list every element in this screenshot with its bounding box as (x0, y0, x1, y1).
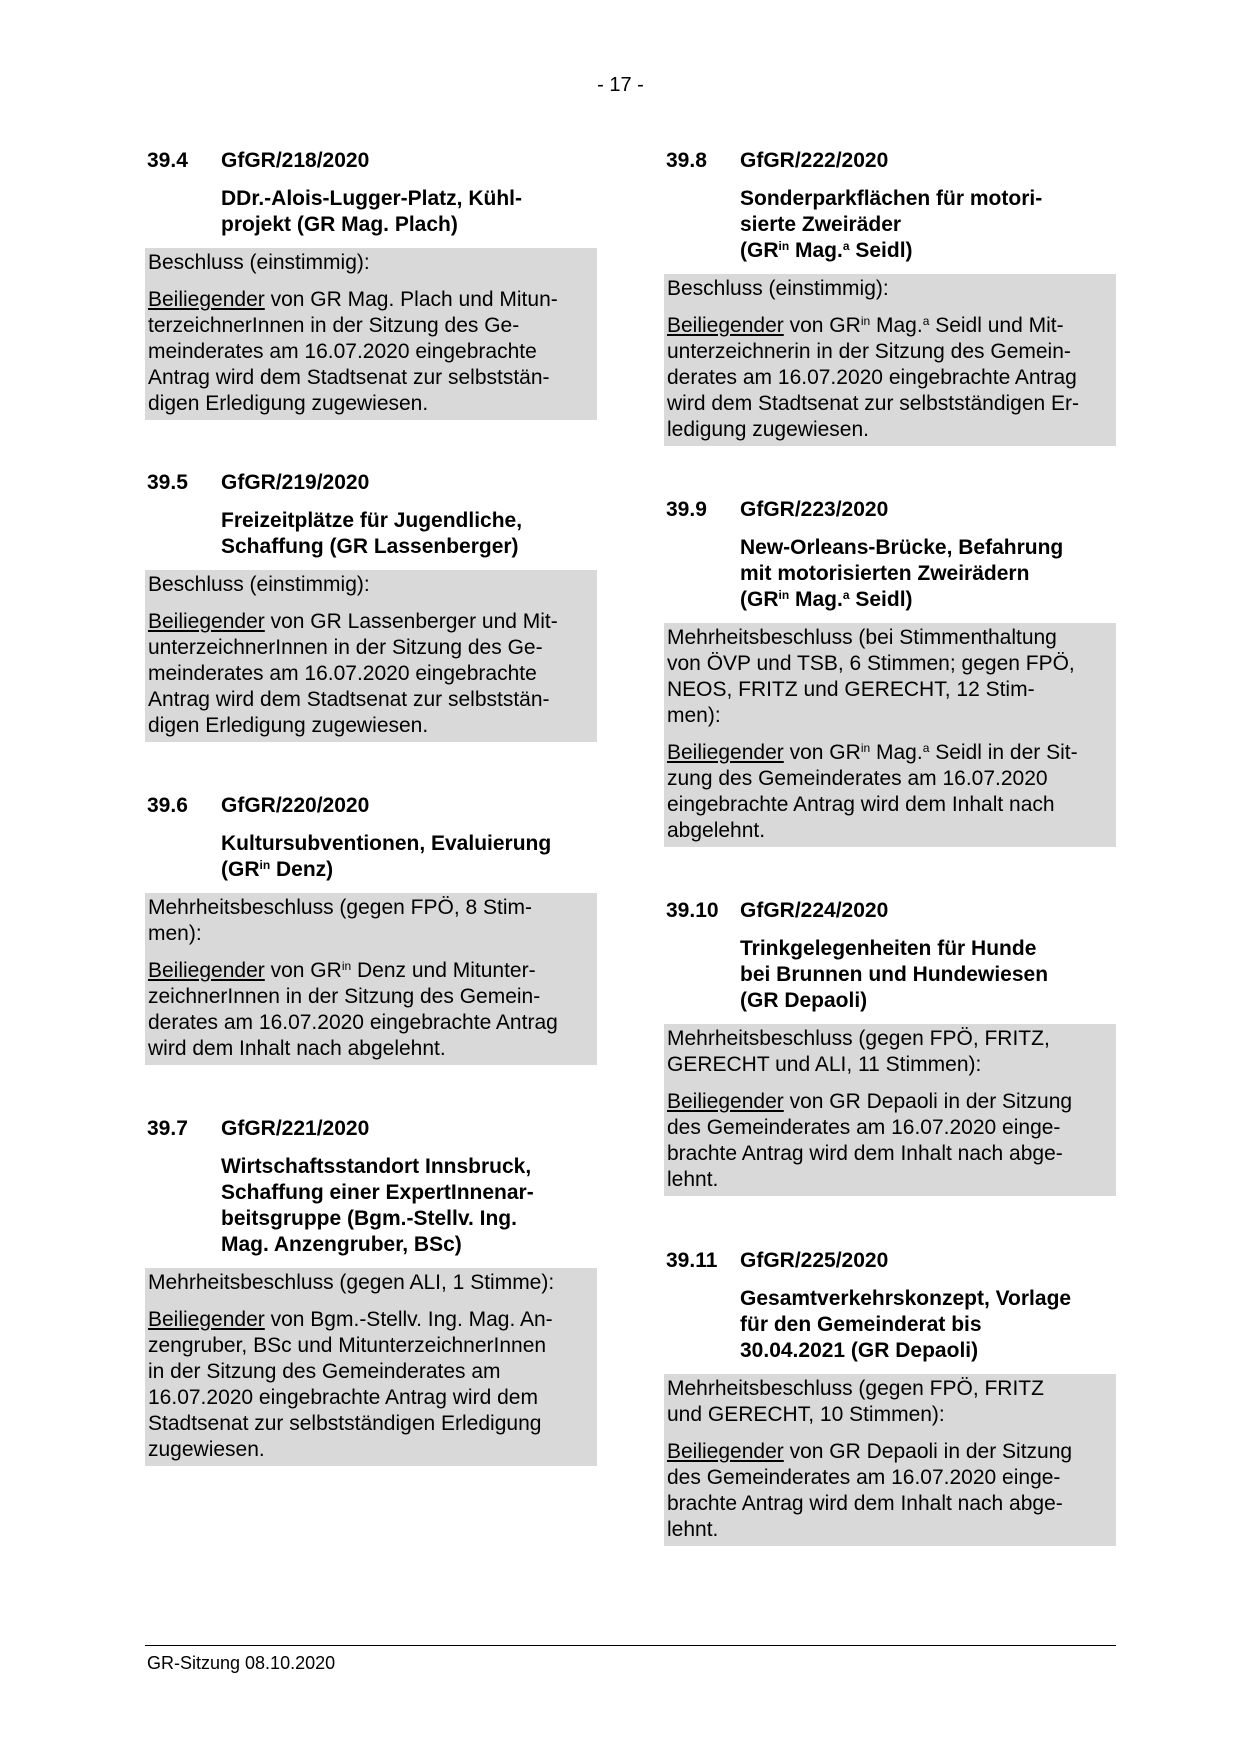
decision-result-line: men): (667, 704, 721, 727)
decision-result-line: GERECHT und ALI, 11 Stimmen): (667, 1053, 982, 1076)
item-heading (147, 1116, 597, 1142)
decision-box (664, 1374, 1116, 1546)
underlined-keyword: Beiliegender (667, 1090, 784, 1113)
decision-box (145, 570, 597, 742)
item-code: GfGR/222/2020 (740, 149, 889, 172)
agenda-item-39-5 (145, 470, 597, 742)
decision-text-line: eingebrachte Antrag wird dem Inhalt nach (667, 793, 1055, 816)
agenda-item-39-9 (664, 497, 1116, 847)
agenda-item-39-7 (145, 1116, 597, 1466)
decision-text-line: Beiliegender von $GR^{in}$ Denz und Mitunter- (148, 959, 536, 982)
decision-result-line: Mehrheitsbeschluss (bei Stimmenthaltung (667, 626, 1057, 649)
decision-result-line: Beschluss (einstimmig): (148, 251, 370, 274)
decision-result-line: Mehrheitsbeschluss (gegen FPÖ, FRITZ (667, 1377, 1044, 1400)
item-title-line: ($GR^{in}$ Mag.$^a$ Seidl) (740, 588, 913, 611)
decision-box (145, 248, 597, 420)
item-code: GfGR/221/2020 (221, 1117, 370, 1140)
decision-text-line: Antrag wird dem Stadtsenat zur selbststän- (148, 366, 550, 389)
item-title-line: ($GR^{in}$ Mag.$^a$ Seidl) (740, 239, 913, 262)
footer-divider (145, 1645, 1116, 1646)
item-number: 39.4 (147, 149, 188, 172)
item-title-line: New-Orleans-Brücke, Befahrung (740, 536, 1064, 559)
item-title-line: sierte Zweiräder (740, 213, 902, 236)
decision-text (148, 609, 594, 739)
agenda-item-39-10 (664, 898, 1116, 1196)
decision-text-line: lehnt. (667, 1168, 719, 1191)
decision-text (148, 1307, 594, 1463)
decision-text-line: zung des Gemeinderates am 16.07.2020 (667, 767, 1048, 790)
item-title-line: Mag. Anzengruber, BSc) (221, 1233, 462, 1256)
item-number: 39.7 (147, 1117, 188, 1140)
item-code: GfGR/223/2020 (740, 498, 889, 521)
decision-text-line: Beiliegender von GR Mag. Plach und Mitun- (148, 288, 558, 311)
item-title-line: Kultursubventionen, Evaluierung (221, 832, 552, 855)
item-title (740, 1286, 1116, 1364)
decision-text-line: meinderates am 16.07.2020 eingebrachte (148, 340, 537, 363)
item-title-line: DDr.-Alois-Lugger-Platz, Kühl- (221, 187, 522, 210)
underlined-keyword: Beiliegender (148, 288, 265, 311)
decision-text-line: zengruber, BSc und MitunterzeichnerInnen (148, 1334, 547, 1357)
decision-text-line: meinderates am 16.07.2020 eingebrachte (148, 662, 537, 685)
item-title (221, 508, 597, 560)
item-title-line: (GR Depaoli) (740, 989, 868, 1012)
item-code: GfGR/219/2020 (221, 471, 370, 494)
item-title (740, 186, 1116, 264)
decision-result (667, 625, 1113, 729)
decision-result-line: Mehrheitsbeschluss (gegen FPÖ, FRITZ, (667, 1027, 1050, 1050)
decision-text-line: brachte Antrag wird dem Inhalt nach abge- (667, 1492, 1063, 1515)
decision-text-line: derates am 16.07.2020 eingebrachte Antrag (148, 1011, 558, 1034)
decision-result-line: Mehrheitsbeschluss (gegen ALI, 1 Stimme): (148, 1271, 555, 1294)
decision-text (667, 740, 1113, 844)
item-code: GfGR/218/2020 (221, 149, 370, 172)
decision-result (148, 1270, 594, 1296)
decision-result (667, 1026, 1113, 1078)
decision-text-line: abgelehnt. (667, 819, 766, 842)
decision-result (148, 250, 594, 276)
item-title-line: beitsgruppe (Bgm.-Stellv. Ing. (221, 1207, 517, 1230)
decision-text-line: Beiliegender von GR Depaoli in der Sitzung (667, 1440, 1073, 1463)
item-title (221, 186, 597, 238)
item-number: 39.9 (666, 498, 707, 521)
item-code: GfGR/224/2020 (740, 899, 889, 922)
item-heading (147, 793, 597, 819)
page-number: - 17 - (597, 74, 644, 96)
decision-result-line: Beschluss (einstimmig): (148, 573, 370, 596)
item-heading (666, 497, 1116, 523)
underlined-keyword: Beiliegender (148, 1308, 265, 1331)
decision-text-line: unterzeichnerInnen in der Sitzung des Ge- (148, 636, 543, 659)
decision-text-line: brachte Antrag wird dem Inhalt nach abge- (667, 1142, 1063, 1165)
item-title-line: 30.04.2021 (GR Depaoli) (740, 1339, 979, 1362)
item-title-line: für den Gemeinderat bis (740, 1313, 982, 1336)
decision-text-line: lehnt. (667, 1518, 719, 1541)
item-number: 39.8 (666, 149, 707, 172)
decision-text (148, 287, 594, 417)
agenda-item-39-6 (145, 793, 597, 1065)
item-title-line: ($GR^{in}$ Denz) (221, 858, 334, 881)
decision-text-line: Beiliegender von GR Lassenberger und Mit- (148, 610, 558, 633)
item-number: 39.6 (147, 794, 188, 817)
decision-text (667, 1439, 1113, 1543)
item-title-line: bei Brunnen und Hundewiesen (740, 963, 1049, 986)
item-title (221, 831, 597, 883)
underlined-keyword: Beiliegender (667, 741, 784, 764)
item-heading (147, 148, 597, 174)
item-title-line: mit motorisierten Zweirädern (740, 562, 1030, 585)
decision-text-line: des Gemeinderates am 16.07.2020 einge- (667, 1466, 1061, 1489)
decision-text-line: wird dem Inhalt nach abgelehnt. (148, 1037, 446, 1060)
decision-text (667, 313, 1113, 443)
decision-result-line: und GERECHT, 10 Stimmen): (667, 1403, 945, 1426)
decision-result-line: NEOS, FRITZ und GERECHT, 12 Stim- (667, 678, 1035, 701)
underlined-keyword: Beiliegender (148, 610, 265, 633)
decision-text-line: zugewiesen. (148, 1438, 265, 1461)
decision-text (667, 1089, 1113, 1193)
decision-text-line: terzeichnerInnen in der Sitzung des Ge- (148, 314, 520, 337)
decision-text-line: ledigung zugewiesen. (667, 418, 869, 441)
item-code: GfGR/225/2020 (740, 1249, 889, 1272)
item-title-line: Trinkgelegenheiten für Hunde (740, 937, 1037, 960)
item-code: GfGR/220/2020 (221, 794, 370, 817)
item-heading (666, 148, 1116, 174)
decision-box (664, 623, 1116, 847)
decision-text-line: zeichnerInnen in der Sitzung des Gemein- (148, 985, 541, 1008)
decision-box (145, 1268, 597, 1466)
decision-text-line: in der Sitzung des Gemeinderates am (148, 1360, 501, 1383)
decision-box (664, 1024, 1116, 1196)
decision-result (148, 895, 594, 947)
agenda-item-39-8 (664, 148, 1116, 446)
item-title-line: Sonderparkflächen für motori- (740, 187, 1043, 210)
item-title (740, 535, 1116, 613)
decision-result-line: men): (148, 922, 202, 945)
decision-text-line: Antrag wird dem Stadtsenat zur selbststän- (148, 688, 550, 711)
agenda-item-39-11 (664, 1248, 1116, 1546)
item-title-line: projekt (GR Mag. Plach) (221, 213, 458, 236)
decision-text-line: 16.07.2020 eingebrachte Antrag wird dem (148, 1386, 538, 1409)
item-title-line: Wirtschaftsstandort Innsbruck, (221, 1155, 532, 1178)
agenda-item-39-4 (145, 148, 597, 420)
item-title-line: Schaffung (GR Lassenberger) (221, 535, 519, 558)
item-number: 39.11 (666, 1249, 718, 1272)
decision-text-line: unterzeichnerin in der Sitzung des Gemein- (667, 340, 1071, 363)
decision-text-line: digen Erledigung zugewiesen. (148, 392, 429, 415)
decision-result-line: Beschluss (einstimmig): (667, 277, 889, 300)
decision-text-line: Beiliegender von $GR^{in}$ Mag.$^a$ Seidl in der Sit- (667, 741, 1078, 764)
decision-text-line: Beiliegender von Bgm.-Stellv. Ing. Mag. An- (148, 1308, 553, 1331)
underlined-keyword: Beiliegender (667, 314, 784, 337)
item-title-line: Freizeitplätze für Jugendliche, (221, 509, 523, 532)
decision-text-line: derates am 16.07.2020 eingebrachte Antrag (667, 366, 1077, 389)
decision-text-line: Beiliegender von GR Depaoli in der Sitzung (667, 1090, 1073, 1113)
decision-result (667, 276, 1113, 302)
item-heading (666, 1248, 1116, 1274)
underlined-keyword: Beiliegender (148, 959, 265, 982)
item-number: 39.5 (147, 471, 188, 494)
decision-text (148, 958, 594, 1062)
decision-result (667, 1376, 1113, 1428)
underlined-keyword: Beiliegender (667, 1440, 784, 1463)
item-heading (666, 898, 1116, 924)
decision-text-line: wird dem Stadtsenat zur selbstständigen Er- (667, 392, 1080, 415)
decision-box (664, 274, 1116, 446)
decision-text-line: digen Erledigung zugewiesen. (148, 714, 429, 737)
item-title (740, 936, 1116, 1014)
decision-result-line: von ÖVP und TSB, 6 Stimmen; gegen FPÖ, (667, 652, 1075, 675)
footer-text: GR-Sitzung 08.10.2020 (147, 1653, 336, 1673)
decision-text-line: Stadtsenat zur selbstständigen Erledigung (148, 1412, 542, 1435)
decision-result-line: Mehrheitsbeschluss (gegen FPÖ, 8 Stim- (148, 896, 532, 919)
item-heading (147, 470, 597, 496)
decision-text-line: Beiliegender von $GR^{in}$ Mag.$^a$ Seidl und Mit- (667, 314, 1064, 337)
item-title (221, 1154, 597, 1258)
decision-result (148, 572, 594, 598)
decision-text-line: des Gemeinderates am 16.07.2020 einge- (667, 1116, 1061, 1139)
item-title-line: Gesamtverkehrskonzept, Vorlage (740, 1287, 1072, 1310)
item-title-line: Schaffung einer ExpertInnenar- (221, 1181, 534, 1204)
item-number: 39.10 (666, 899, 719, 922)
decision-box (145, 893, 597, 1065)
